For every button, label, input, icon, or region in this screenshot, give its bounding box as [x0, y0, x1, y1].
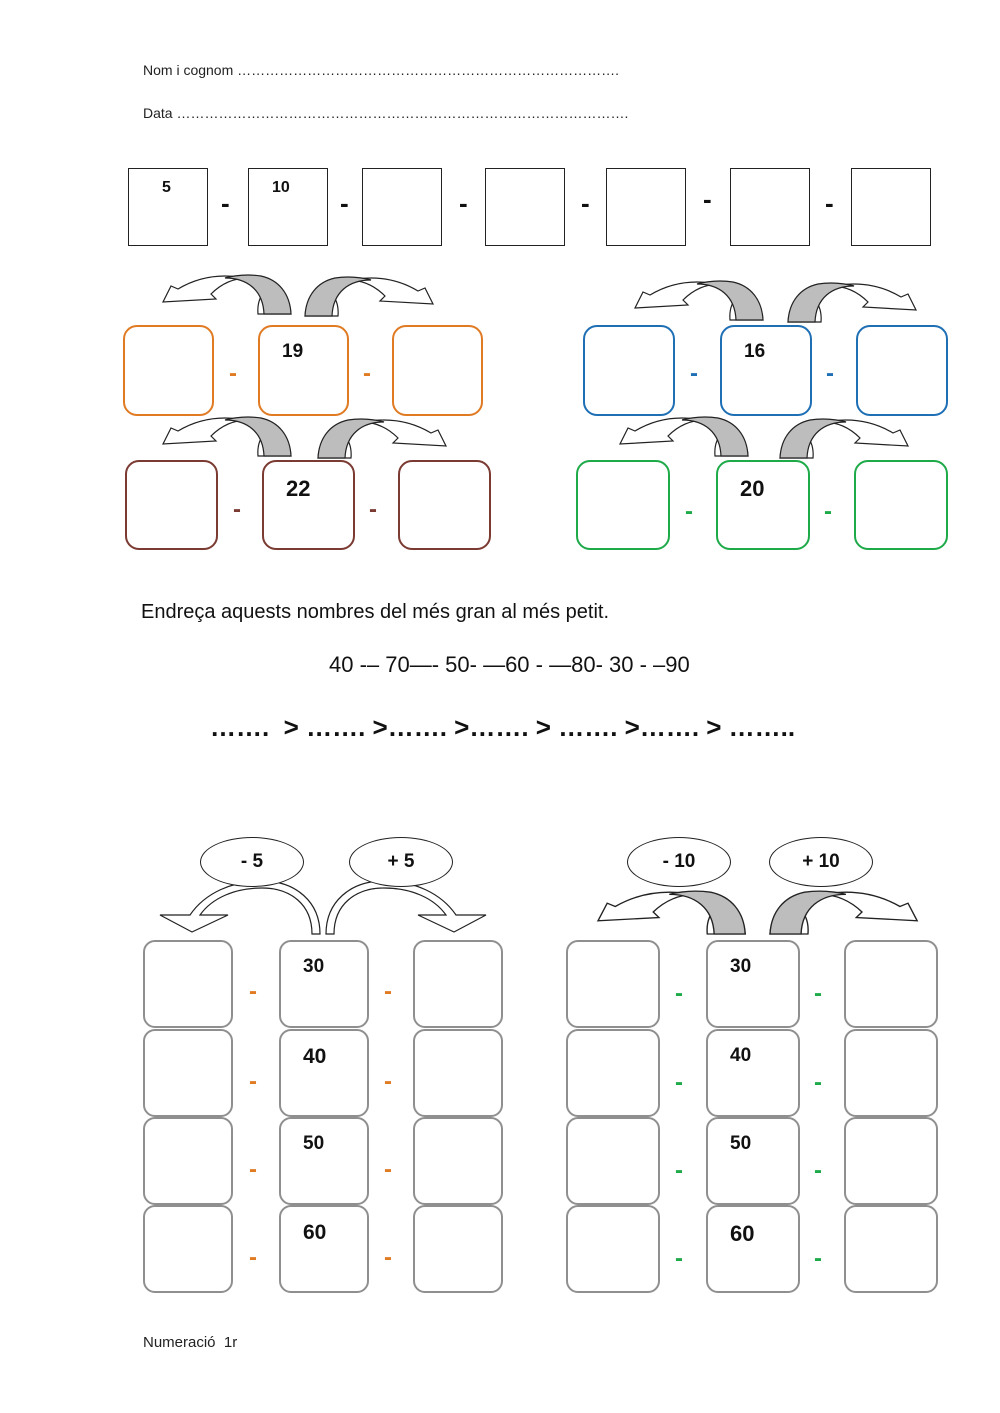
curved-arrow-right-icon — [305, 277, 433, 316]
table-center-box — [279, 940, 369, 1028]
table-separator: - — [675, 1069, 683, 1096]
neighbor-separator: - — [826, 360, 834, 387]
table-separator: - — [675, 1157, 683, 1184]
table-answer-box[interactable] — [844, 1205, 938, 1293]
neighbor-box-after[interactable] — [398, 460, 491, 550]
sequence-separator: - — [581, 188, 590, 218]
table-separator: - — [814, 1245, 822, 1272]
table-answer-box[interactable] — [413, 1205, 503, 1293]
neighbor-center-value: 22 — [286, 476, 311, 501]
table-separator: - — [814, 980, 822, 1007]
table-center-value: 30 — [730, 956, 752, 977]
table1-minus-arrow-icon — [160, 881, 320, 934]
minus-operation-label: - 5 — [200, 837, 304, 887]
table-answer-box[interactable] — [844, 940, 938, 1028]
table-answer-box[interactable] — [143, 1117, 233, 1205]
table-answer-box[interactable] — [566, 1117, 660, 1205]
sequence-separator: - — [825, 188, 834, 218]
curved-arrow-left-icon — [635, 281, 763, 320]
table-separator: - — [675, 980, 683, 1007]
sequence-box-value: 5 — [162, 179, 171, 196]
table-answer-box[interactable] — [143, 1029, 233, 1117]
neighbor-box-before[interactable] — [125, 460, 218, 550]
neighbor-separator: - — [690, 360, 698, 387]
name-field-label: Nom i cognom ………………………………………………………………………. — [143, 62, 620, 78]
neighbor-box-before[interactable] — [123, 325, 214, 416]
neighbor-box-center — [720, 325, 812, 416]
table-answer-box[interactable] — [844, 1117, 938, 1205]
table-center-value: 30 — [303, 956, 325, 977]
table-answer-box[interactable] — [844, 1029, 938, 1117]
table-separator: - — [384, 1244, 392, 1271]
neighbor-separator: - — [685, 498, 693, 525]
curved-arrow-left-icon — [620, 417, 748, 456]
table-answer-box[interactable] — [566, 940, 660, 1028]
table1-plus-arrow-icon — [326, 881, 486, 934]
ordering-numbers: 40 -– 70—- 50- —60 - —80- 30 - –90 — [329, 652, 690, 677]
table-answer-box[interactable] — [566, 1029, 660, 1117]
table-answer-box[interactable] — [413, 940, 503, 1028]
sequence-box-value: 10 — [272, 179, 290, 196]
sequence-separator: - — [221, 188, 230, 218]
ordering-answer-line[interactable]: ……. > ……. >……. >……. > ……. >……. > …….. — [210, 712, 796, 742]
table-center-box — [706, 1205, 800, 1293]
table-center-box — [279, 1117, 369, 1205]
table-center-box — [706, 1117, 800, 1205]
table-center-box — [279, 1029, 369, 1117]
table-center-box — [279, 1205, 369, 1293]
date-field-label: Data ……………………………………………………………………………………. — [143, 105, 629, 121]
neighbor-separator: - — [233, 496, 241, 523]
table-separator: - — [249, 1244, 257, 1271]
curved-arrow-right-icon — [780, 419, 908, 458]
curved-arrow-right-icon — [788, 283, 916, 322]
table-separator: - — [249, 1068, 257, 1095]
neighbor-separator: - — [229, 360, 237, 387]
table-center-box — [706, 1029, 800, 1117]
table-answer-box[interactable] — [413, 1029, 503, 1117]
table-separator: - — [675, 1245, 683, 1272]
plus-operation-label: + 10 — [769, 837, 873, 887]
table-separator: - — [384, 1068, 392, 1095]
neighbor-box-before[interactable] — [583, 325, 675, 416]
table-separator: - — [249, 978, 257, 1005]
sequence-separator: - — [340, 188, 349, 218]
neighbor-separator: - — [369, 496, 377, 523]
neighbor-separator: - — [363, 360, 371, 387]
curved-arrow-right-icon — [318, 419, 446, 458]
neighbor-box-after[interactable] — [854, 460, 948, 550]
curved-arrow-right-icon — [770, 891, 917, 934]
plus-operation-label: + 5 — [349, 837, 453, 887]
sequence-separator: - — [703, 184, 712, 214]
neighbor-center-value: 20 — [740, 476, 765, 501]
neighbor-separator: - — [824, 498, 832, 525]
table-center-value: 60 — [303, 1221, 327, 1244]
table-answer-box[interactable] — [143, 940, 233, 1028]
footer-label: Numeració 1r — [143, 1334, 238, 1351]
table-center-box — [706, 940, 800, 1028]
curved-arrow-left-icon — [163, 275, 291, 314]
curved-arrow-left-icon — [598, 891, 745, 934]
table-center-value: 40 — [730, 1045, 752, 1066]
neighbor-box-before[interactable] — [576, 460, 670, 550]
table-separator: - — [249, 1156, 257, 1183]
table-answer-box[interactable] — [413, 1117, 503, 1205]
neighbor-box-after[interactable] — [856, 325, 948, 416]
neighbor-box-after[interactable] — [392, 325, 483, 416]
table-center-value: 60 — [730, 1221, 755, 1246]
table-answer-box[interactable] — [143, 1205, 233, 1293]
neighbor-center-value: 19 — [282, 341, 304, 362]
table-separator: - — [814, 1069, 822, 1096]
table-separator: - — [814, 1157, 822, 1184]
table-center-value: 40 — [303, 1045, 327, 1068]
neighbor-box-center — [716, 460, 810, 550]
minus-operation-label: - 10 — [627, 837, 731, 887]
table-separator: - — [384, 1156, 392, 1183]
table-answer-box[interactable] — [566, 1205, 660, 1293]
curved-arrow-left-icon — [163, 417, 291, 456]
neighbor-box-center — [262, 460, 355, 550]
neighbor-center-value: 16 — [744, 341, 766, 362]
sequence-separator: - — [459, 188, 468, 218]
table-separator: - — [384, 978, 392, 1005]
table-center-value: 50 — [303, 1133, 325, 1154]
neighbor-box-center — [258, 325, 349, 416]
table-center-value: 50 — [730, 1133, 752, 1154]
ordering-instruction: Endreça aquests nombres del més gran al més petit. — [141, 601, 610, 623]
